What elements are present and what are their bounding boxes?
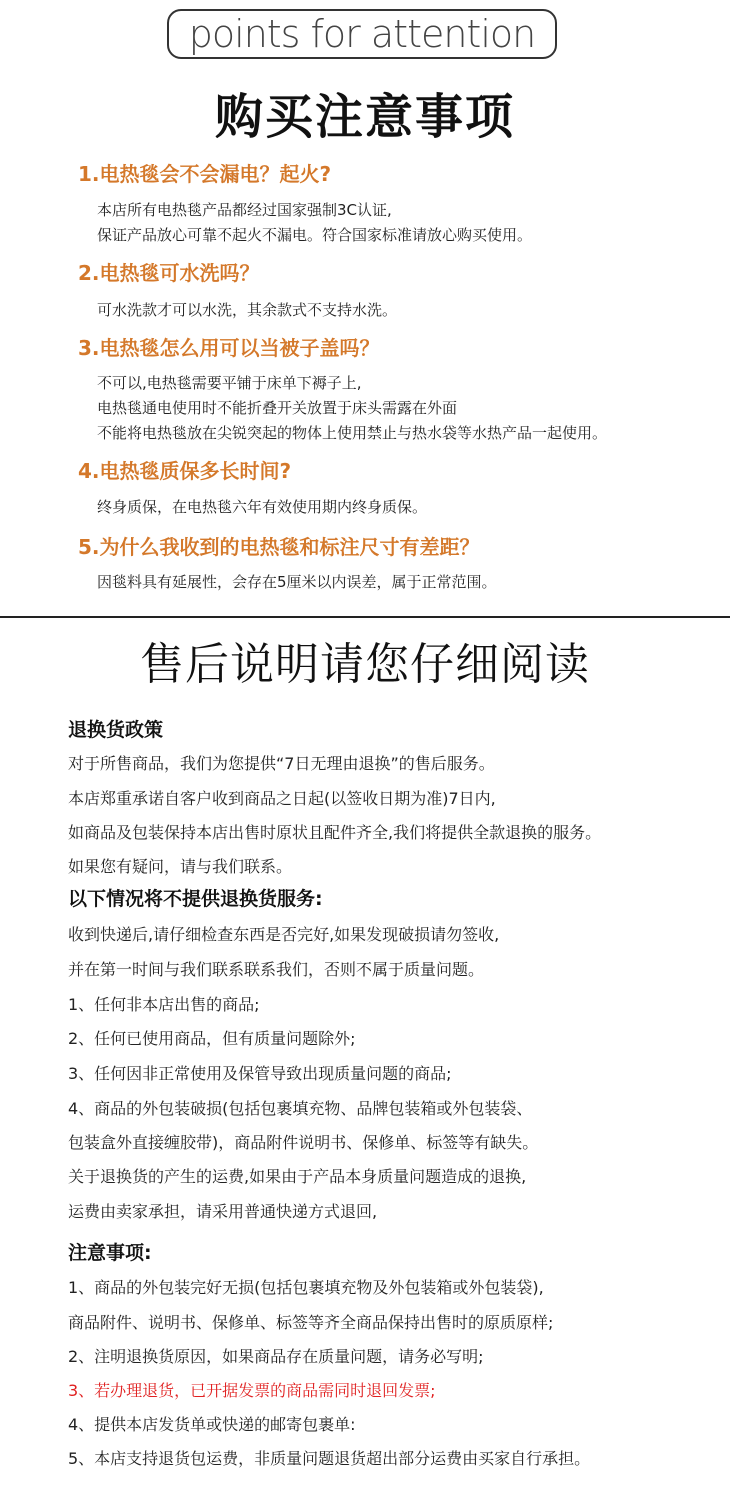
- faq-question-2: 2.电热毯可水洗吗？: [78, 261, 260, 285]
- policy-line-1: 对于所售商品，我们为您提供“7日无理由退换”的售后服务。: [68, 754, 495, 773]
- faq-answer-1-line-1: 本店所有电热毯产品都经过国家强制3C认证,: [97, 201, 392, 219]
- faq-question-3: 3.电热毯怎么用可以当被子盖吗？: [78, 336, 380, 360]
- faq-question-5: 5.为什么我收到的电热毯和标注尺寸有差距？: [78, 535, 480, 559]
- english-title-pill: points for attention: [167, 9, 557, 59]
- notes-line-2: 商品附件、说明书、保修单、标签等齐全商品保持出售时的原质原样;: [68, 1313, 554, 1332]
- exclusion-line-5: 3、任何因非正常使用及保管导致出现质量问题的商品;: [68, 1064, 452, 1083]
- faq-question-1: 1.电热毯会不会漏电？起火?: [78, 162, 332, 186]
- policy-line-3: 如商品及包装保持本店出售时原状且配件齐全,我们将提供全款退换的服务。: [68, 823, 602, 842]
- policy-line-4: 如果您有疑问，请与我们联系。: [68, 857, 293, 876]
- notes-line-4-warning: 3、若办理退货，已开据发票的商品需同时退回发票;: [68, 1381, 436, 1400]
- exclusion-heading: 以下情况将不提供退换货服务:: [68, 888, 323, 910]
- page-title: 购买注意事项: [214, 89, 515, 145]
- faq-answer-1-line-2: 保证产品放心可靠不起火不漏电。符合国家标准请放心购买使用。: [97, 226, 533, 244]
- notes-heading: 注意事项:: [68, 1242, 152, 1264]
- exclusion-line-6: 4、商品的外包装破损(包括包裹填充物、品牌包装箱或外包装袋、: [68, 1099, 533, 1118]
- faq-answer-3-line-2: 电热毯通电使用时不能折叠开关放置于床头需露在外面: [97, 399, 458, 417]
- faq-question-4: 4.电热毯质保多长时间?: [78, 459, 292, 483]
- notes-line-1: 1、商品的外包装完好无损(包括包裹填充物及外包装箱或外包装袋),: [68, 1278, 544, 1297]
- policy-line-2: 本店郑重承诺自客户收到商品之日起(以签收日期为准)7日内,: [68, 789, 496, 808]
- exclusion-line-1: 收到快递后,请仔细检查东西是否完好,如果发现破损请勿签收,: [68, 925, 500, 944]
- faq-answer-3-line-1: 不可以,电热毯需要平铺于床单下褥子上,: [97, 374, 362, 392]
- faq-answer-4-line-1: 终身质保，在电热毯六年有效使用期内终身质保。: [97, 498, 428, 516]
- faq-answer-3-line-3: 不能将电热毯放在尖锐突起的物体上使用禁止与热水袋等水热产品一起使用。: [97, 424, 608, 442]
- exclusion-line-4: 2、任何已使用商品，但有质量问题除外;: [68, 1029, 356, 1048]
- aftersale-title: 售后说明请您仔细阅读: [140, 639, 590, 690]
- exclusion-line-9: 运费由卖家承担，请采用普通快递方式退回,: [68, 1202, 378, 1221]
- exclusion-line-3: 1、任何非本店出售的商品;: [68, 995, 260, 1014]
- exclusion-line-7: 包装盒外直接缠胶带)，商品附件说明书、保修单、标签等有缺失。: [68, 1133, 539, 1152]
- policy-heading: 退换货政策: [68, 719, 164, 741]
- notes-line-3: 2、注明退换货原因，如果商品存在质量问题，请务必写明;: [68, 1347, 484, 1366]
- exclusion-line-2: 并在第一时间与我们联系联系我们，否则不属于质量问题。: [68, 960, 485, 979]
- exclusion-line-8: 关于退换货的产生的运费,如果由于产品本身质量问题造成的退换,: [68, 1167, 527, 1186]
- section-divider: [0, 616, 730, 618]
- notes-line-6: 5、本店支持退货包运费，非质量问题退货超出部分运费由买家自行承担。: [68, 1449, 591, 1468]
- faq-answer-5-line-1: 因毯料具有延展性，会存在5厘米以内误差，属于正常范围。: [97, 573, 497, 591]
- faq-answer-2-line-1: 可水洗款才可以水洗，其余款式不支持水洗。: [97, 301, 398, 319]
- notes-line-5: 4、提供本店发货单或快递的邮寄包裹单:: [68, 1415, 356, 1434]
